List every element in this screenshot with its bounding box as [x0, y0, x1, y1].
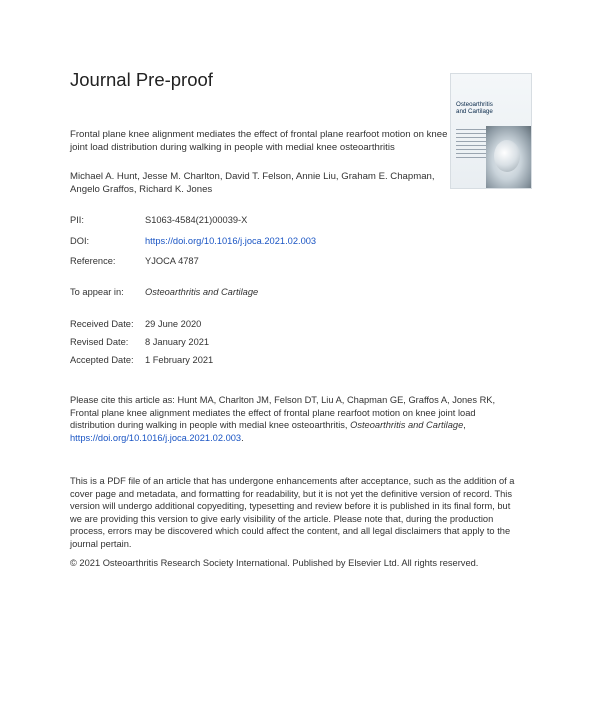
revised-label: Revised Date: — [70, 337, 129, 347]
cover-decorative-lines — [456, 129, 486, 161]
article-authors: Michael A. Hunt, Jesse M. Charlton, David T. Felson, Annie Liu, Graham E. Chapman, Angelo Graffos, Richard K. Jones — [70, 171, 435, 195]
pii-value: S1063-4584(21)00039-X — [145, 215, 248, 225]
received-value: 29 June 2020 — [145, 319, 202, 329]
revised-value: 8 January 2021 — [145, 337, 210, 347]
copyright-notice: © 2021 Osteoarthritis Research Society International. Published by Elsevier Ltd. All rights reserved. — [70, 558, 479, 568]
cover-title-line1: Osteoarthritis — [456, 101, 493, 108]
article-title: Frontal plane knee alignment mediates the effect of frontal plane rearfoot motion on knee joint load distribution during walking in people with medial knee osteoarthritis — [70, 129, 448, 153]
pii-label: PII: — [70, 215, 84, 225]
received-label: Received Date: — [70, 319, 134, 329]
citation-paragraph — [70, 394, 518, 444]
accepted-label: Accepted Date: — [70, 355, 134, 365]
doi-link[interactable]: https://doi.org/10.1016/j.joca.2021.02.003 — [145, 236, 317, 246]
citation-journal: Osteoarthritis and Cartilage — [350, 420, 464, 430]
preproof-notice: This is a PDF file of an article that has undergone enhancements after acceptance, such as the addition of a cover page and metadata, and formatting for readability, but it is not yet the definitive version of record. This version will undergo additional copyediting, typesetting and review before it is published in its final form, but we are providing this version to give early visibility of the article. Please note that, during the production process, errors may be discovered which could affect the content, and all legal disclaimers that apply to the journal pertain. — [70, 476, 515, 549]
cover-title-line2: and Cartilage — [456, 108, 493, 115]
cover-photo — [486, 126, 532, 188]
appear-label: To appear in: — [70, 287, 124, 297]
citation-separator: , — [463, 420, 466, 430]
appear-value: Osteoarthritis and Cartilage — [145, 287, 259, 297]
reference-label: Reference: — [70, 256, 116, 266]
journal-preproof-label: Journal Pre-proof — [70, 69, 213, 90]
reference-value: YJOCA 4787 — [145, 256, 199, 266]
citation-text: Please cite this article as: Hunt MA, Charlton JM, Felson DT, Liu A, Chapman GE, Graffos A, Jones RK, Frontal plane knee alignment mediates the effect of frontal plane rearfoot motion on knee joint load distribution during walking in people with medial knee osteoarthritis, — [70, 395, 496, 430]
journal-cover-image — [450, 73, 532, 189]
doi-label: DOI: — [70, 236, 90, 246]
cover-photo-highlight — [494, 140, 520, 172]
citation-doi-link[interactable]: https://doi.org/10.1016/j.joca.2021.02.003 — [70, 432, 242, 443]
accepted-value: 1 February 2021 — [145, 355, 214, 365]
cover-title — [456, 101, 526, 115]
citation-end: . — [241, 432, 244, 443]
